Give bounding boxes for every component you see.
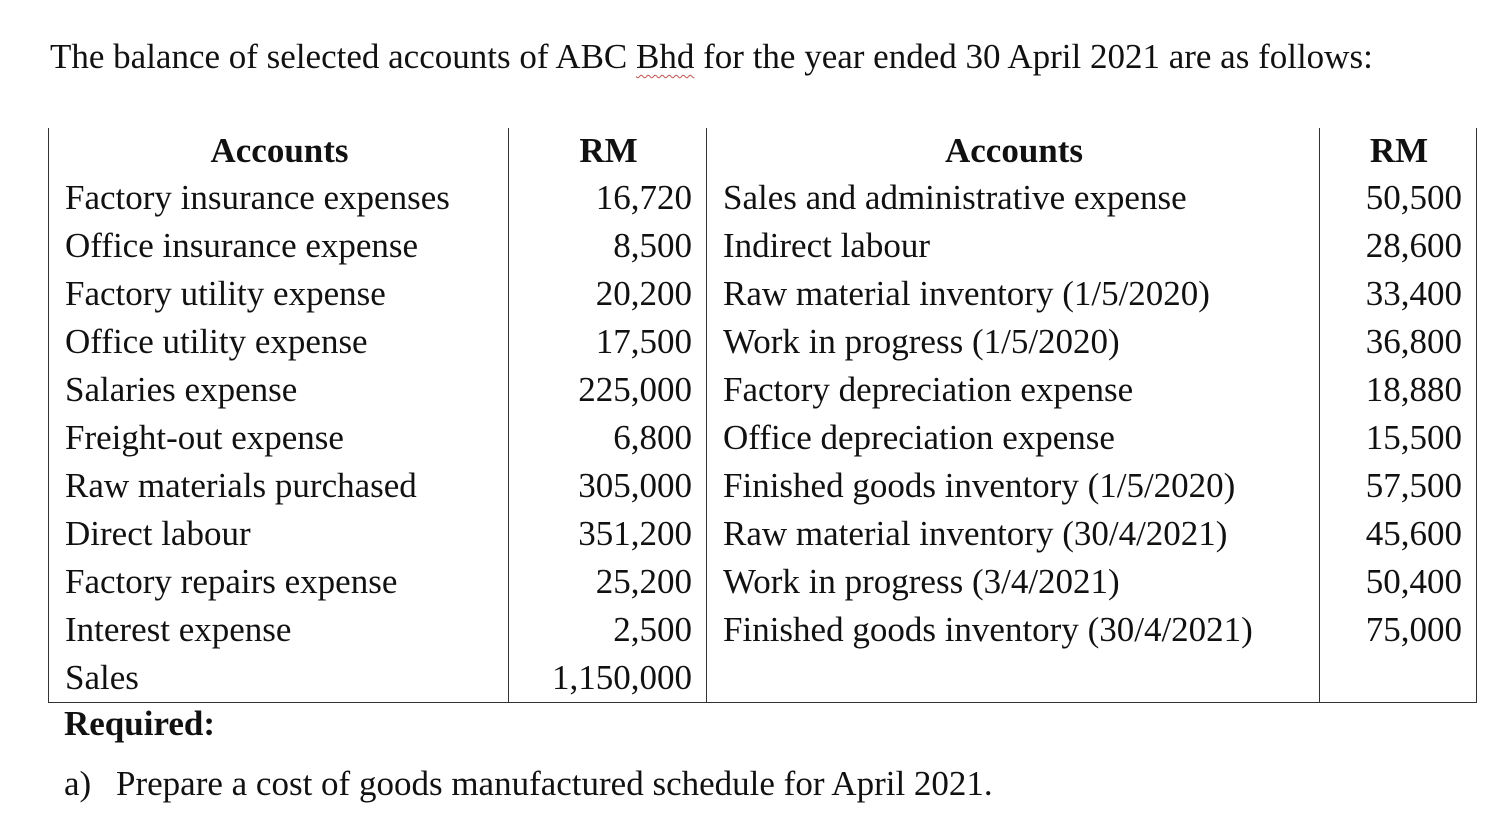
amount-right-cell: 28,600 — [1320, 222, 1477, 270]
table-row — [49, 366, 1477, 414]
account-left-cell: Factory utility expense — [49, 270, 509, 318]
amount-right-cell: 75,000 — [1320, 606, 1477, 654]
table-header-row — [49, 128, 1477, 174]
amount-left-cell: 25,200 — [509, 558, 707, 606]
table-row — [49, 510, 1477, 558]
amount-right-cell: 18,880 — [1320, 366, 1477, 414]
amount-left-cell: 8,500 — [509, 222, 707, 270]
amount-right-cell: 36,800 — [1320, 318, 1477, 366]
amount-right-cell: 57,500 — [1320, 462, 1477, 510]
task-item — [64, 760, 993, 808]
task-marker: a) — [64, 764, 92, 803]
amount-right-cell: 15,500 — [1320, 414, 1477, 462]
account-left-cell: Office insurance expense — [49, 222, 509, 270]
account-left-cell: Direct labour — [49, 510, 509, 558]
table-row — [49, 654, 1477, 703]
amount-left-cell: 17,500 — [509, 318, 707, 366]
amount-left-cell: 225,000 — [509, 366, 707, 414]
account-right-cell: Finished goods inventory (1/5/2020) — [707, 462, 1320, 510]
account-right-cell: Raw material inventory (30/4/2021) — [707, 510, 1320, 558]
amount-left-cell: 16,720 — [509, 174, 707, 222]
company-suffix-spellcheck: Bhd — [636, 37, 695, 76]
account-right-cell: Indirect labour — [707, 222, 1320, 270]
amount-left-cell: 6,800 — [509, 414, 707, 462]
header-rm-left: RM — [509, 128, 707, 174]
amount-left-cell: 20,200 — [509, 270, 707, 318]
table-row — [49, 174, 1477, 222]
accounts-balance-table — [48, 128, 1477, 703]
account-right-cell — [707, 654, 1320, 703]
table-row — [49, 462, 1477, 510]
table-row — [49, 558, 1477, 606]
account-left-cell: Sales — [49, 654, 509, 703]
amount-right-cell: 50,400 — [1320, 558, 1477, 606]
account-left-cell: Interest expense — [49, 606, 509, 654]
amount-right-cell — [1320, 654, 1477, 703]
amount-right-cell: 33,400 — [1320, 270, 1477, 318]
table-row — [49, 414, 1477, 462]
amount-left-cell: 2,500 — [509, 606, 707, 654]
amount-right-cell: 45,600 — [1320, 510, 1477, 558]
account-left-cell: Factory insurance expenses — [49, 174, 509, 222]
intro-text-after: for the year ended 30 April 2021 are as follows: — [694, 37, 1373, 76]
account-left-cell: Salaries expense — [49, 366, 509, 414]
table-row — [49, 606, 1477, 654]
account-left-cell: Office utility expense — [49, 318, 509, 366]
account-right-cell: Finished goods inventory (30/4/2021) — [707, 606, 1320, 654]
account-right-cell: Work in progress (3/4/2021) — [707, 558, 1320, 606]
account-left-cell: Freight-out expense — [49, 414, 509, 462]
account-right-cell: Factory depreciation expense — [707, 366, 1320, 414]
account-left-cell: Factory repairs expense — [49, 558, 509, 606]
table-row — [49, 222, 1477, 270]
table-row — [49, 318, 1477, 366]
header-rm-right: RM — [1320, 128, 1477, 174]
amount-right-cell: 50,500 — [1320, 174, 1477, 222]
task-text: Prepare a cost of goods manufactured schedule for April 2021. — [116, 764, 993, 803]
amount-left-cell: 1,150,000 — [509, 654, 707, 703]
account-right-cell: Sales and administrative expense — [707, 174, 1320, 222]
table-row — [49, 270, 1477, 318]
table-body — [49, 174, 1477, 703]
amount-left-cell: 351,200 — [509, 510, 707, 558]
amount-left-cell: 305,000 — [509, 462, 707, 510]
account-right-cell: Work in progress (1/5/2020) — [707, 318, 1320, 366]
account-left-cell: Raw materials purchased — [49, 462, 509, 510]
account-right-cell: Raw material inventory (1/5/2020) — [707, 270, 1320, 318]
intro-text-before: The balance of selected accounts of ABC — [50, 37, 637, 76]
intro-sentence — [50, 33, 1373, 81]
account-right-cell: Office depreciation expense — [707, 414, 1320, 462]
header-accounts-left: Accounts — [49, 128, 509, 174]
header-accounts-right: Accounts — [707, 128, 1320, 174]
required-heading: Required: — [64, 704, 216, 743]
